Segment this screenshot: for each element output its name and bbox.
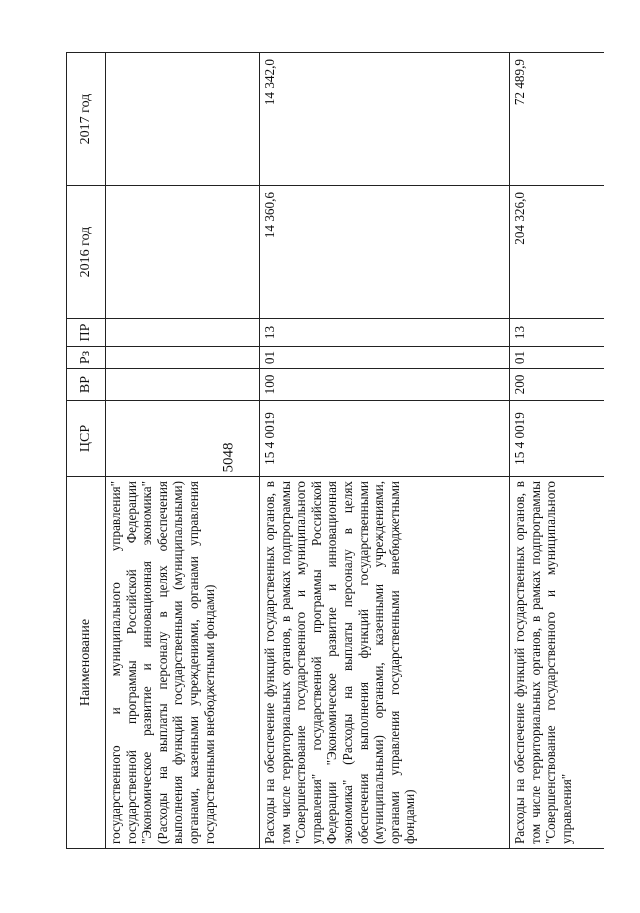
budget-table-sheet	[66, 53, 606, 849]
table-row	[510, 53, 604, 849]
page-number: 5048	[220, 442, 237, 473]
row-2016	[106, 186, 260, 319]
header-pr: ПР	[67, 319, 106, 347]
row-2017: 72 489,9	[510, 53, 604, 186]
header-rz: Рз	[67, 347, 106, 369]
header-2017: 2017 год	[67, 53, 106, 186]
header-2016: 2016 год	[67, 186, 106, 319]
budget-table	[66, 52, 604, 849]
table-row	[106, 53, 260, 849]
row-name: Расходы на обеспечение функций государственных органов, в том числе территориальных органов, в рамках подпрограммы "Совершенствование государственного и муниципального управления" государственной программы Российской Федерации "Экономическое развитие и инновационная экономика" (Расходы на выплаты персоналу в целях обеспечения выполнения функций государственными (муниципальными) органами, казенными учреждениями, органами управления государственными внебюджетными фондами)	[260, 477, 510, 849]
row-pr	[106, 319, 260, 347]
row-pr: 13	[510, 319, 604, 347]
row-2016: 14 360,6	[260, 186, 510, 319]
row-csr: 15 4 0019	[510, 401, 604, 477]
row-csr: 15 4 0019	[260, 401, 510, 477]
row-vr	[106, 369, 260, 401]
row-vr: 200	[510, 369, 604, 401]
row-2017: 14 342,0	[260, 53, 510, 186]
row-rz: 01	[260, 347, 510, 369]
row-vr: 100	[260, 369, 510, 401]
row-csr	[106, 401, 260, 477]
header-vr: ВР	[67, 369, 106, 401]
row-2017	[106, 53, 260, 186]
row-rz: 01	[510, 347, 604, 369]
header-csr: ЦСР	[67, 401, 106, 477]
row-name: Расходы на обеспечение функций государственных органов, в том числе территориальных органов, в рамках подпрограммы "Совершенствование государственного и муниципального управления"	[510, 477, 604, 849]
row-name: государственного и муниципального управления" государственной программы Российской Федерации "Экономическое развитие и инновационная экономика" (Расходы на выплаты персоналу в целях обеспечения выполнения функций государственными (муниципальными) органами, казенными учреждениями, органами управления государственными внебюджетными фондами)	[106, 477, 260, 849]
header-name: Наименование	[67, 477, 106, 849]
row-rz	[106, 347, 260, 369]
table-header-row	[67, 53, 106, 849]
row-2016: 204 326,0	[510, 186, 604, 319]
table-row	[260, 53, 510, 849]
row-pr: 13	[260, 319, 510, 347]
